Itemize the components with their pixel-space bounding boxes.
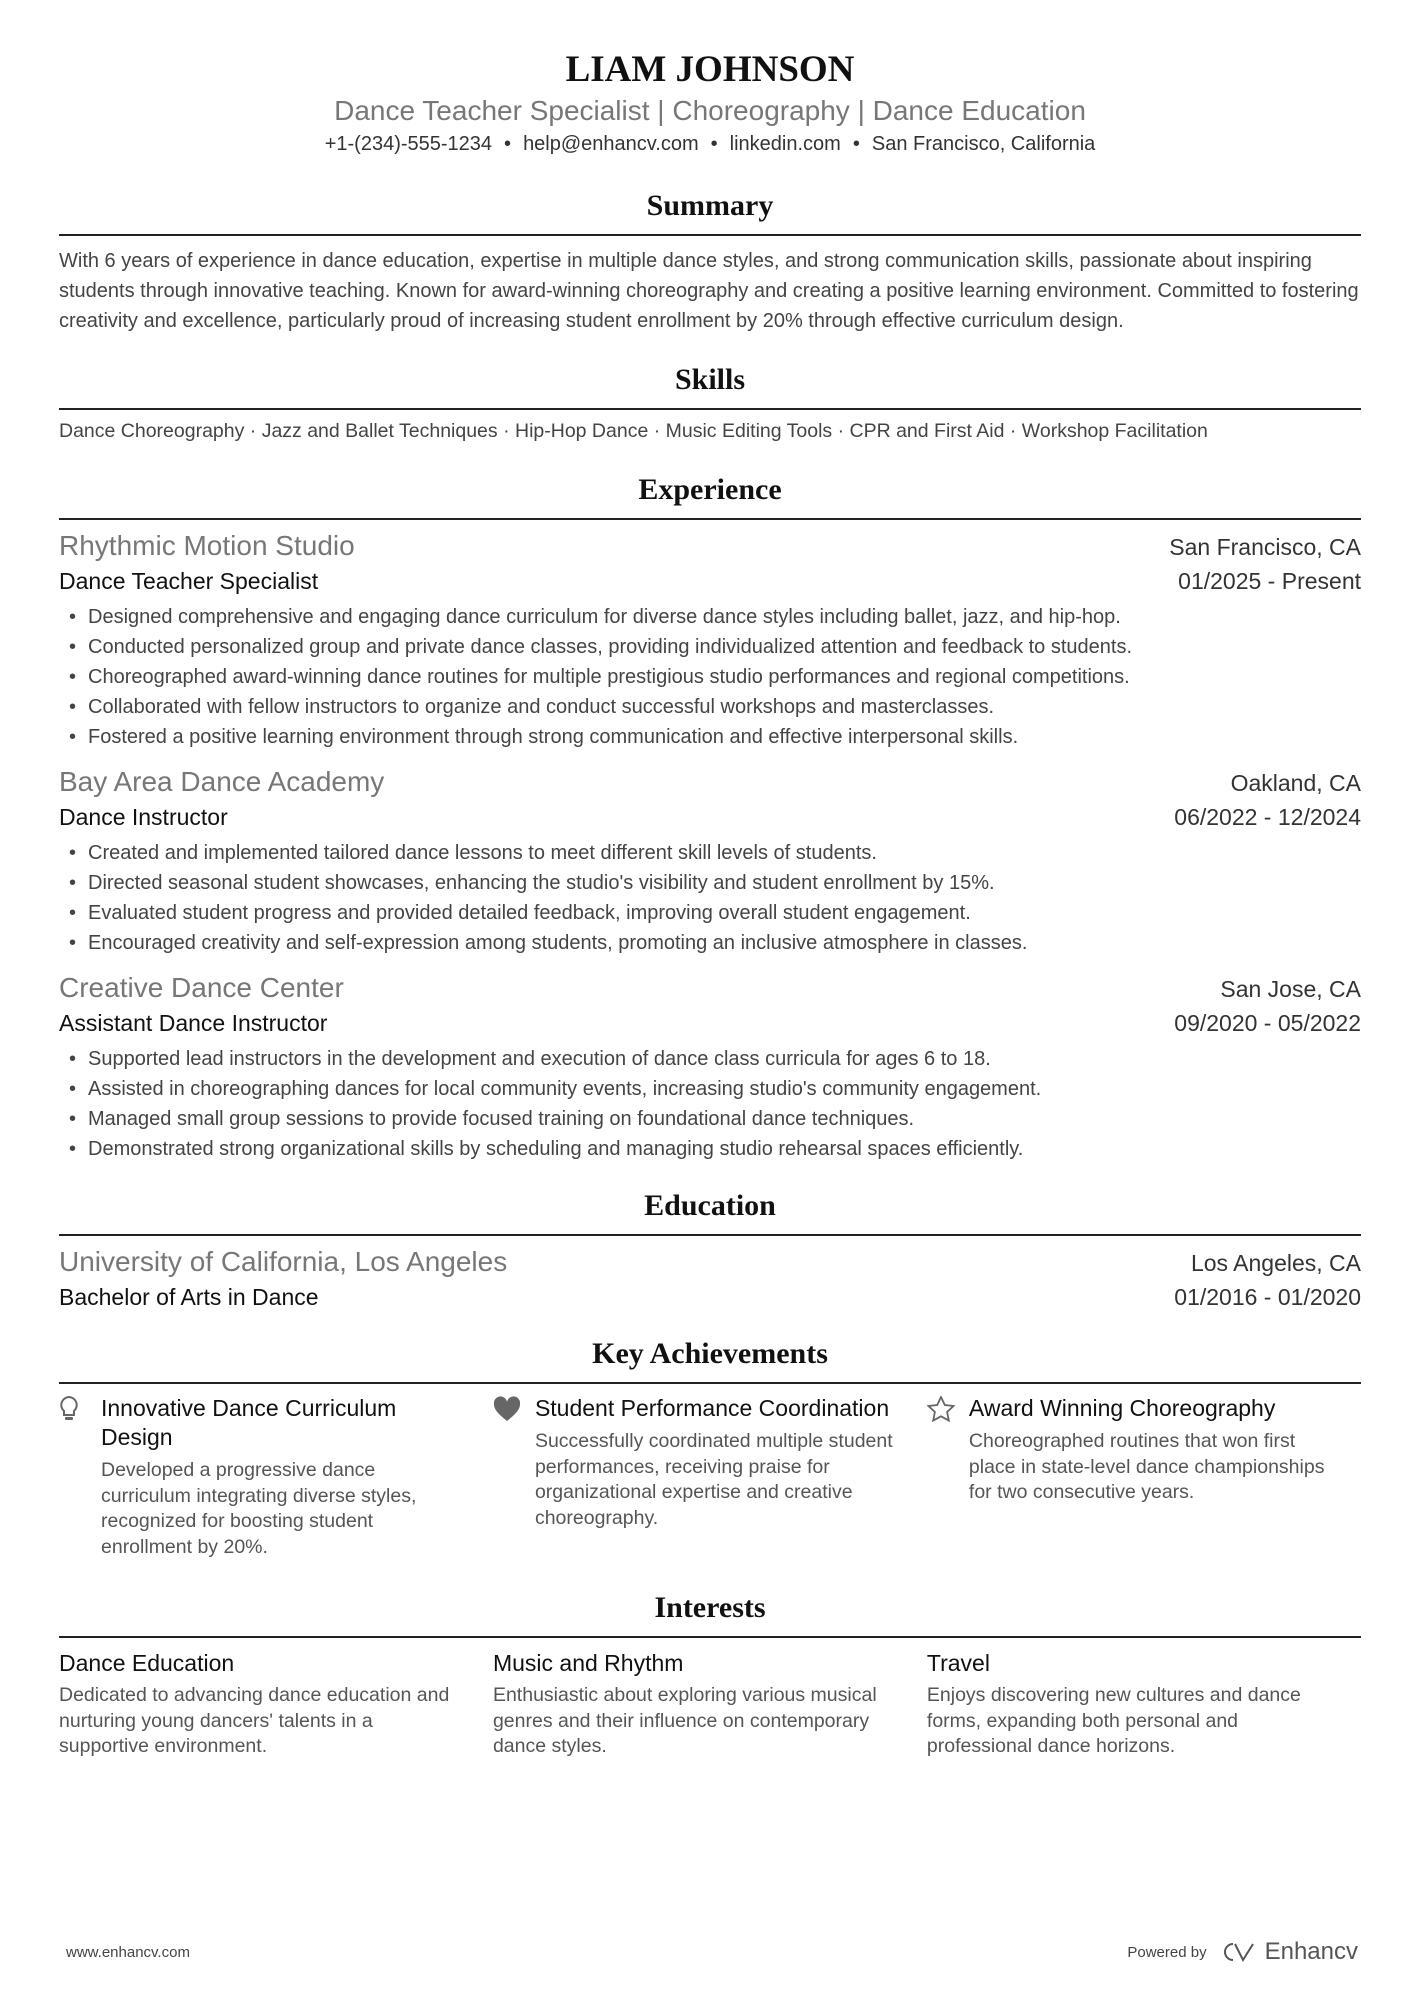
interests-list [59,1648,1361,1760]
enhancv-logo-icon [1221,1941,1257,1963]
job-location: San Jose, CA [1220,976,1361,1002]
achievement-title: Innovative Dance Curriculum Design [101,1395,397,1450]
job-location: Oakland, CA [1230,770,1361,796]
job-bullet: • Created and implemented tailored dance lessons to meet different skill levels of students. [59,838,1361,868]
brand-name: Enhancv [1264,1938,1358,1965]
job-bullet: • Encouraged creativity and self-expression among students, promoting an inclusive atmosphere in classes. [59,928,1361,958]
company-name: Rhythmic Motion Studio [59,530,355,561]
achievement-item [493,1394,927,1560]
interest-item [927,1648,1361,1760]
headline: Dance Teacher Specialist | Choreography | Dance Education [334,95,1086,126]
interest-item [493,1648,927,1760]
achievements-list [59,1394,1361,1560]
job-bullet: • Assisted in choreographing dances for local community events, increasing studio's community engagement. [59,1074,1361,1104]
interest-title: Music and Rhythm [492,1650,684,1676]
experience-list [59,528,1361,1164]
achievement-desc: Developed a progressive dance curriculum integrating diverse styles, recognized for boosting student enrollment by 20%. [101,1459,417,1558]
company-name: Creative Dance Center [59,972,344,1003]
interest-desc: Enthusiastic about exploring various musical genres and their influence on contemporary dance styles. [492,1684,877,1757]
interest-title: Travel [926,1650,990,1676]
achievement-item [59,1394,493,1560]
job-dates: 01/2025 - Present [1178,568,1361,594]
section-title-experience: Experience [59,472,1361,520]
job-bullet: • Designed comprehensive and engaging dance curriculum for diverse dance styles including ballet, jazz, and hip-hop. [59,602,1361,632]
company-name: Bay Area Dance Academy [59,766,385,797]
school-location: Los Angeles, CA [1190,1250,1361,1276]
interest-item [59,1648,493,1760]
job-bullet: • Demonstrated strong organizational skills by scheduling and managing studio rehearsal spaces efficiently. [59,1134,1361,1164]
star-icon [927,1394,969,1560]
education-entry [59,1244,1361,1314]
job-dates: 06/2022 - 12/2024 [1174,804,1361,830]
section-title-summary: Summary [59,188,1361,236]
section-title-interests: Interests [59,1590,1361,1638]
job-title: Dance Teacher Specialist [59,568,319,594]
job-title: Dance Instructor [59,804,228,830]
achievement-desc: Choreographed routines that won first place in state-level dance championships for two consecutive years. [968,1430,1325,1503]
education-dates: 01/2016 - 01/2020 [1174,1284,1361,1310]
achievement-item [927,1394,1361,1560]
email-link[interactable]: help@enhancv.com [523,133,699,155]
contact-line: +1-(234)-555-1234 • help@enhancv.com • linkedin.com • San Francisco, California [324,133,1096,155]
job-entry [59,764,1361,958]
interest-desc: Enjoys discovering new cultures and dance forms, expanding both personal and professional dance horizons. [926,1684,1301,1757]
job-bullet: • Evaluated student progress and provided detailed feedback, improving overall student engagement. [59,898,1361,928]
achievement-desc: Successfully coordinated multiple student performances, receiving praise for organizational expertise and creative choreography. [534,1430,893,1529]
website-link[interactable]: www.enhancv.com [66,1944,190,1961]
section-title-achievements: Key Achievements [59,1336,1361,1384]
section-title-education: Education [59,1188,1361,1236]
job-bullet: • Managed small group sessions to provide focused training on foundational dance techniques. [59,1104,1361,1134]
linkedin-link[interactable]: linkedin.com [729,133,841,155]
school-name: University of California, Los Angeles [59,1246,508,1277]
skills-list: Dance Choreography · Jazz and Ballet Techniques · Hip-Hop Dance · Music Editing Tools · CPR and First Aid · Workshop Facilitation [59,420,1208,442]
job-bullet: • Conducted personalized group and private dance classes, providing individualized attention and feedback to students. [59,632,1361,662]
achievement-title: Student Performance Coordination [534,1395,890,1421]
lightbulb-icon [59,1394,101,1560]
job-entry [59,528,1361,752]
powered-by[interactable] [1127,1938,1358,1966]
job-bullet: • Collaborated with fellow instructors to organize and conduct successful workshops and masterclasses. [59,692,1361,722]
phone: +1-(234)-555-1234 [324,133,493,155]
job-bullet: • Supported lead instructors in the development and execution of dance class curricula for ages 6 to 18. [59,1044,1361,1074]
job-location: San Francisco, CA [1169,534,1361,560]
location: San Francisco, California [871,133,1096,155]
job-bullets [59,1044,1361,1164]
job-dates: 09/2020 - 05/2022 [1174,1010,1361,1036]
job-bullet: • Fostered a positive learning environment through strong communication and effective interpersonal skills. [59,722,1361,752]
candidate-name: LIAM JOHNSON [565,49,855,90]
job-bullet: • Directed seasonal student showcases, enhancing the studio's visibility and student enrollment by 15%. [59,868,1361,898]
job-bullets [59,838,1361,958]
job-title: Assistant Dance Instructor [59,1010,328,1036]
heart-icon [493,1394,535,1560]
summary-text: With 6 years of experience in dance education, expertise in multiple dance styles, and strong communication skills, passionate about inspiring students through innovative teaching. Known for award-winning choreography and creating a positive learning environment. Committed to fostering creativity and excellence, particularly proud of increasing student enrollment by 20% through effective curriculum design. [59,250,1359,332]
job-bullets [59,602,1361,752]
interest-desc: Dedicated to advancing dance education and nurturing young dancers' talents in a supportive environment. [59,1684,450,1757]
enhancv-logo [1221,1938,1358,1966]
achievement-title: Award Winning Choreography [968,1395,1276,1421]
job-entry [59,970,1361,1164]
resume [59,0,1361,1760]
section-title-skills: Skills [59,362,1361,410]
degree: Bachelor of Arts in Dance [59,1284,319,1310]
interest-title: Dance Education [59,1650,235,1676]
job-bullet: • Choreographed award-winning dance routines for multiple prestigious studio performances and regional competitions. [59,662,1361,692]
powered-by-label: Powered by [1127,1943,1207,1961]
